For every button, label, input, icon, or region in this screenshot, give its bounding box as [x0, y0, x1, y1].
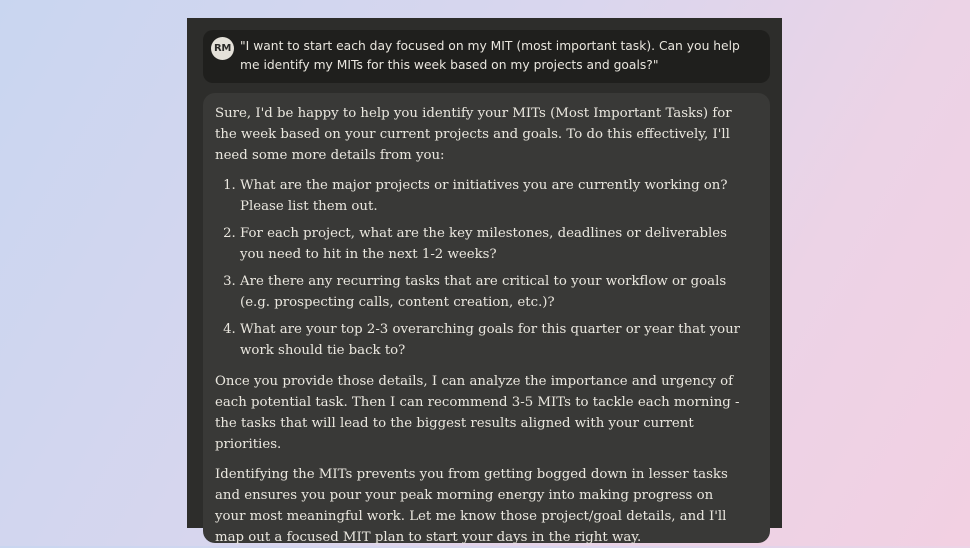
- chat-window: [187, 18, 782, 545]
- user-message: [203, 30, 770, 83]
- user-message-text: "I want to start each day focused on my MIT (most important task). Can you help me identify my MITs for this week based on my projects and goals?": [240, 39, 740, 72]
- assistant-paragraph: Identifying the MITs prevents you from getting bogged down in lesser tasks and ensures you pour your peak morning energy into making progress on your most meaningful work. Let me know those project/goal details, and I'll map out a focused MIT plan to start your days in the right way.: [215, 467, 728, 545]
- question-item: 3. Are there any recurring tasks that are critical to your workflow or goals (e.g. prospecting calls, content creation, etc.)?: [240, 271, 742, 313]
- question-item: 2. For each project, what are the key milestones, deadlines or deliverables you need to hit in the next 1-2 weeks?: [240, 223, 742, 265]
- assistant-message: [203, 93, 770, 543]
- user-avatar: RM: [211, 37, 234, 60]
- question-list: [215, 175, 742, 361]
- question-item: 1. What are the major projects or initiatives you are currently working on? Please list them out.: [240, 175, 742, 217]
- assistant-intro: Sure, I'd be happy to help you identify your MITs (Most Important Tasks) for the week based on your current projects and goals. To do this effectively, I'll need some more details from you:: [215, 106, 732, 163]
- question-item: 4. What are your top 2-3 overarching goals for this quarter or year that your work should tie back to?: [240, 319, 742, 361]
- assistant-paragraph: Once you provide those details, I can analyze the importance and urgency of each potential task. Then I can recommend 3-5 MITs to tackle each morning - the tasks that will lead to the biggest results aligned with your current priorities.: [215, 374, 740, 452]
